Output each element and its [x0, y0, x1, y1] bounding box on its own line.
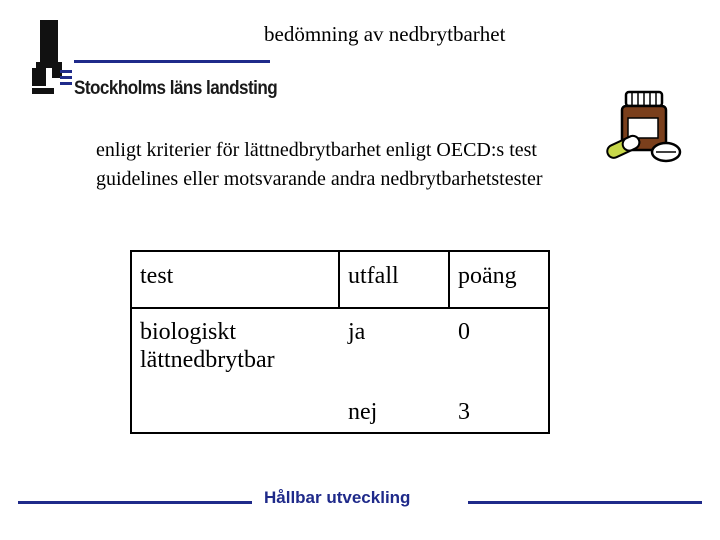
footer-text: Hållbar utveckling: [264, 488, 411, 507]
table-header-result: utfall: [348, 263, 399, 289]
footer-divider-left: [18, 501, 252, 504]
intro-text: enligt kriterier för lättnedbrytbarhet enligt OECD:s test guidelines eller motsvarande andra nedbrytbarhetstester: [96, 139, 543, 190]
footer-divider-right: [468, 501, 702, 504]
table-column-divider: [448, 252, 450, 308]
scoring-table: [130, 250, 550, 434]
table-cell-result: nej: [348, 399, 378, 425]
table-header-score: poäng: [458, 263, 517, 289]
table-cell-result: ja: [348, 319, 366, 345]
table-cell-score: 0: [458, 319, 470, 345]
medicine-bottle-and-pills-icon: [604, 86, 686, 168]
slide-title: bedömning av nedbrytbarhet: [264, 22, 506, 46]
table-cell-test: biologiskt lättnedbrytbar: [140, 319, 275, 373]
table-header-divider: [132, 307, 548, 309]
table-cell-score: 3: [458, 399, 470, 425]
organization-logo: [26, 18, 276, 98]
table-header-test: test: [140, 263, 174, 289]
logo-text: Stockholms läns landsting: [74, 78, 278, 99]
table-column-divider: [338, 252, 340, 308]
